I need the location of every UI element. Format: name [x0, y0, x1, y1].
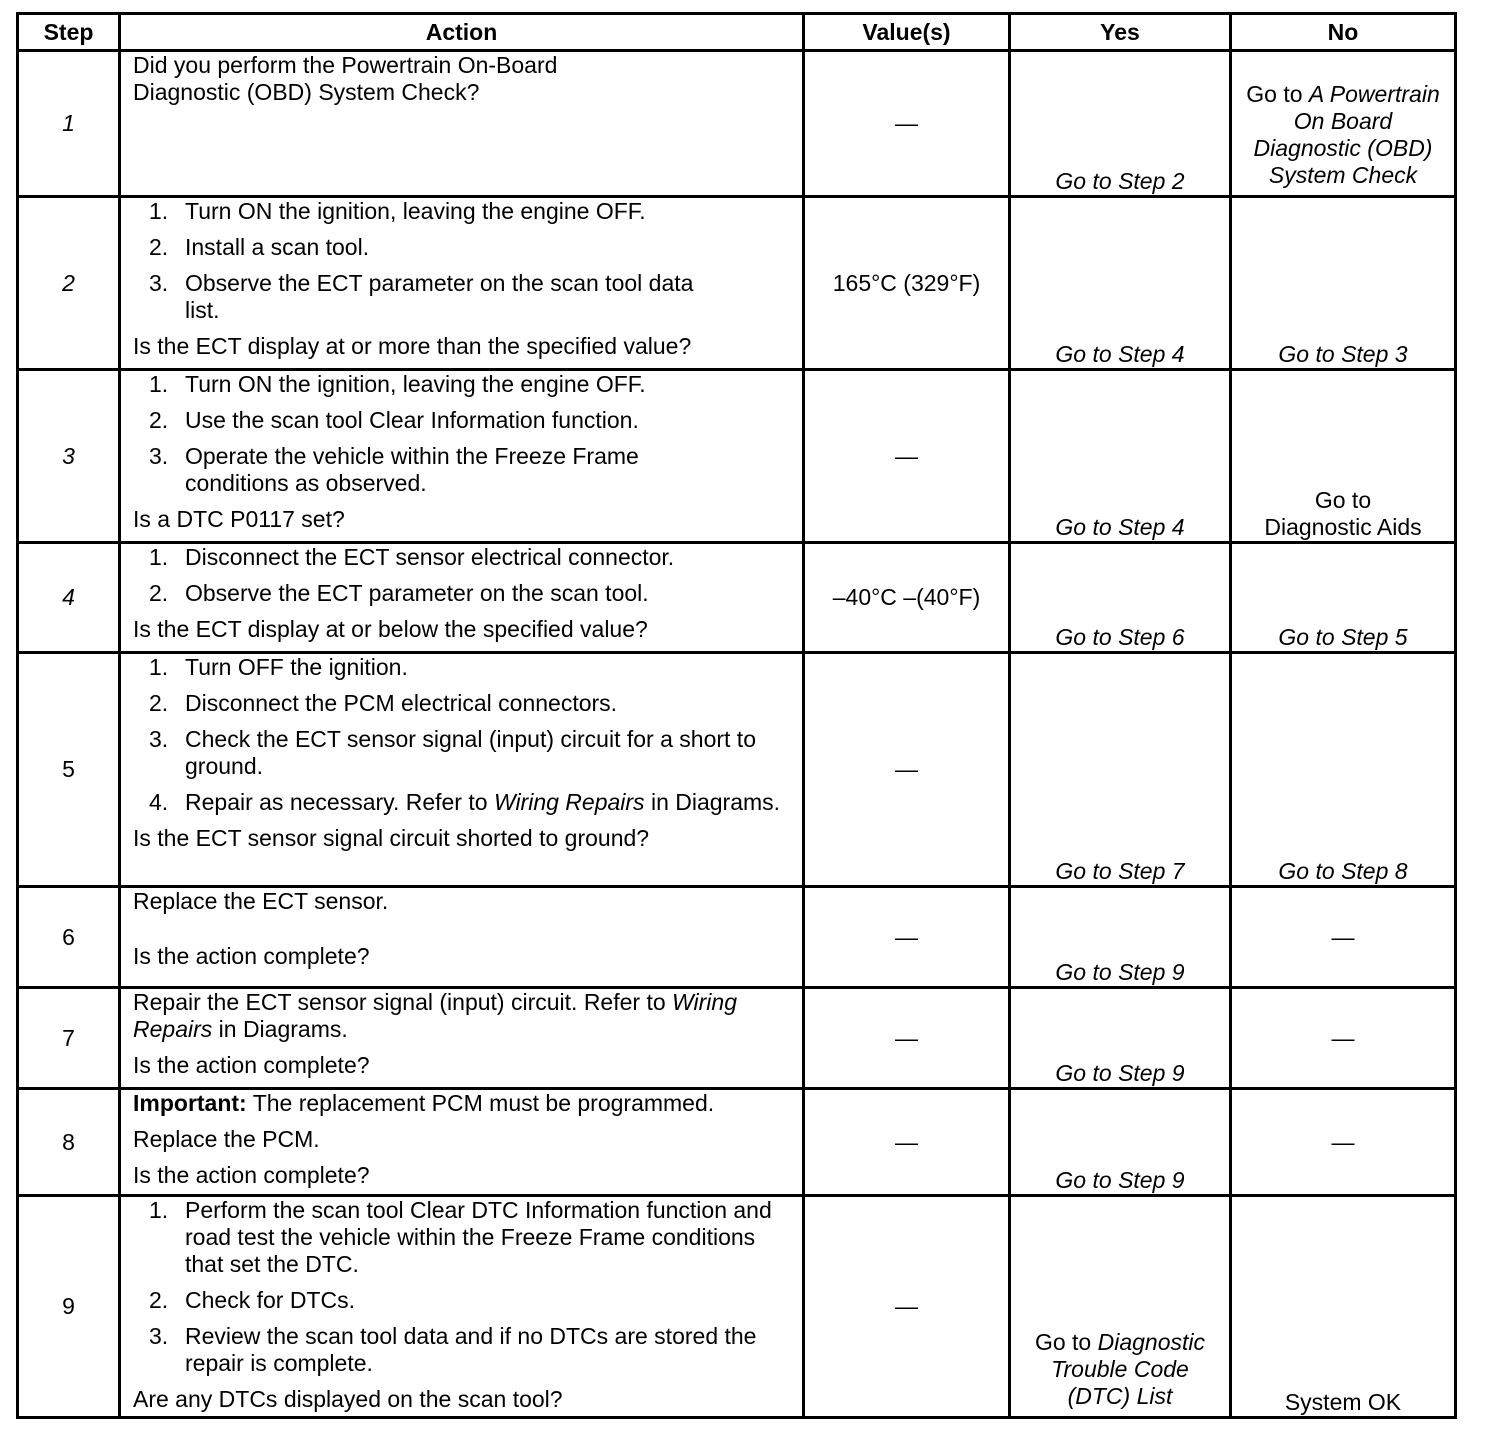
action-list [133, 198, 790, 324]
action-question: Is the ECT display at or below the specified value? [133, 616, 648, 642]
no-cell [1231, 370, 1456, 543]
yes-link[interactable]: Go to Step 6 [1010, 543, 1231, 653]
table-row [18, 543, 1456, 653]
action-text: Repair the ECT sensor signal (input) circuit. Refer to Wiring Repairs in Diagrams. [133, 989, 737, 1042]
action-cell [120, 51, 804, 197]
no-cell [1231, 51, 1456, 197]
yes-cell [1010, 1196, 1231, 1418]
value-cell: — [804, 1196, 1010, 1418]
no-link[interactable]: A Powertrain On Board Diagnostic (OBD) System Check [1253, 81, 1440, 188]
action-question: Are any DTCs displayed on the scan tool? [133, 1386, 563, 1412]
action-question: Is the ECT sensor signal circuit shorted to ground? [133, 825, 650, 851]
yes-prefix: Go to [1034, 1329, 1098, 1355]
list-item: 2. Use the scan tool Clear Information function. [149, 407, 639, 433]
action-question: Is the action complete? [133, 1052, 370, 1078]
action-cell [120, 887, 804, 988]
list-item: 1. Disconnect the ECT sensor electrical connector. [149, 544, 675, 570]
yes-link[interactable]: Go to Step 9 [1010, 887, 1231, 988]
action-list [133, 544, 790, 607]
table-row [18, 653, 1456, 887]
action-question: Is the action complete? [133, 1162, 370, 1188]
value-cell: –40°C –(40°F) [804, 543, 1010, 653]
header-yes: Yes [1010, 14, 1231, 51]
no-link[interactable]: Go to Step 5 [1231, 543, 1456, 653]
table-row [18, 887, 1456, 988]
table-row [18, 370, 1456, 543]
dtc-list-link[interactable]: Diagnostic Trouble Code (DTC) List [1051, 1329, 1206, 1409]
header-no: No [1231, 14, 1456, 51]
yes-link[interactable]: Go to Step 7 [1010, 653, 1231, 887]
yes-link[interactable]: Go to Step 2 [1010, 51, 1231, 197]
step-number: 3 [18, 370, 120, 543]
value-cell: — [804, 988, 1010, 1089]
no-link[interactable]: Diagnostic Aids [1264, 514, 1422, 540]
step-number: 8 [18, 1089, 120, 1196]
action-list [133, 371, 790, 497]
list-item: 2. Observe the ECT parameter on the scan tool. [149, 580, 649, 606]
important-note: Important: The replacement PCM must be programmed. [133, 1090, 715, 1116]
action-cell [120, 370, 804, 543]
value-cell: — [804, 887, 1010, 988]
action-cell [120, 988, 804, 1089]
table-row [18, 1196, 1456, 1418]
header-action: Action [120, 14, 804, 51]
value-cell: — [804, 653, 1010, 887]
list-item: 2. Disconnect the PCM electrical connectors. [149, 690, 618, 716]
action-text: Replace the PCM. [133, 1126, 320, 1152]
list-item: 1. Turn ON the ignition, leaving the engine OFF. [149, 198, 646, 224]
action-list [133, 1197, 790, 1377]
yes-link[interactable]: Go to Step 4 [1010, 370, 1231, 543]
list-item: 3. Review the scan tool data and if no DTCs are stored the repair is complete. [149, 1323, 757, 1376]
step-number: 1 [18, 51, 120, 197]
list-item: 1. Turn OFF the ignition. [149, 654, 408, 680]
list-item: 2. Install a scan tool. [149, 234, 370, 260]
step-number: 4 [18, 543, 120, 653]
list-item: 3. Observe the ECT parameter on the scan tool data list. [149, 270, 694, 323]
header-row [18, 14, 1456, 51]
action-cell [120, 543, 804, 653]
action-question: Is a DTC P0117 set? [133, 506, 345, 532]
step-number: 7 [18, 988, 120, 1089]
value-cell: — [804, 1089, 1010, 1196]
no-cell: — [1231, 1089, 1456, 1196]
value-cell: — [804, 370, 1010, 543]
action-text: Did you perform the Powertrain On-Board [133, 52, 558, 78]
diagnostic-table [16, 12, 1457, 1419]
no-prefix: Go to [1246, 81, 1309, 107]
action-text: Diagnostic (OBD) System Check? [133, 79, 480, 105]
list-item: 1. Perform the scan tool Clear DTC Information function and road test the vehicle within the Freeze Frame conditions that set the DTC. [149, 1197, 772, 1277]
action-cell [120, 653, 804, 887]
step-number: 2 [18, 197, 120, 370]
header-step: Step [18, 14, 120, 51]
action-text: Replace the ECT sensor. [133, 888, 389, 914]
table-row [18, 51, 1456, 197]
no-text: Go to [1314, 487, 1372, 513]
no-link[interactable]: Go to Step 8 [1231, 653, 1456, 887]
list-item: 3. Operate the vehicle within the Freeze Frame conditions as observed. [149, 443, 639, 496]
list-item: 4. Repair as necessary. Refer to Wiring Repairs in Diagrams. [149, 789, 781, 815]
header-values: Value(s) [804, 14, 1010, 51]
value-cell: 165°C (329°F) [804, 197, 1010, 370]
wiring-repairs-link[interactable]: Wiring Repairs [133, 989, 737, 1042]
action-question: Is the ECT display at or more than the specified value? [133, 333, 692, 359]
step-number: 9 [18, 1196, 120, 1418]
no-link[interactable]: Go to Step 3 [1231, 197, 1456, 370]
table-row [18, 1089, 1456, 1196]
wiring-repairs-link[interactable]: Wiring Repairs [493, 789, 645, 815]
action-list [133, 654, 790, 816]
step-number: 6 [18, 887, 120, 988]
no-cell: — [1231, 988, 1456, 1089]
list-item: 2. Check for DTCs. [149, 1287, 355, 1313]
yes-link[interactable]: Go to Step 9 [1010, 1089, 1231, 1196]
table-row [18, 988, 1456, 1089]
no-cell: System OK [1231, 1196, 1456, 1418]
step-number: 5 [18, 653, 120, 887]
no-cell: — [1231, 887, 1456, 988]
list-item: 1. Turn ON the ignition, leaving the engine OFF. [149, 371, 646, 397]
action-cell [120, 1196, 804, 1418]
yes-link[interactable]: Go to Step 9 [1010, 988, 1231, 1089]
value-cell: — [804, 51, 1010, 197]
action-cell [120, 197, 804, 370]
table-row [18, 197, 1456, 370]
yes-link[interactable]: Go to Step 4 [1010, 197, 1231, 370]
list-item: 3. Check the ECT sensor signal (input) circuit for a short to ground. [149, 726, 756, 779]
action-question: Is the action complete? [133, 943, 370, 969]
action-cell [120, 1089, 804, 1196]
